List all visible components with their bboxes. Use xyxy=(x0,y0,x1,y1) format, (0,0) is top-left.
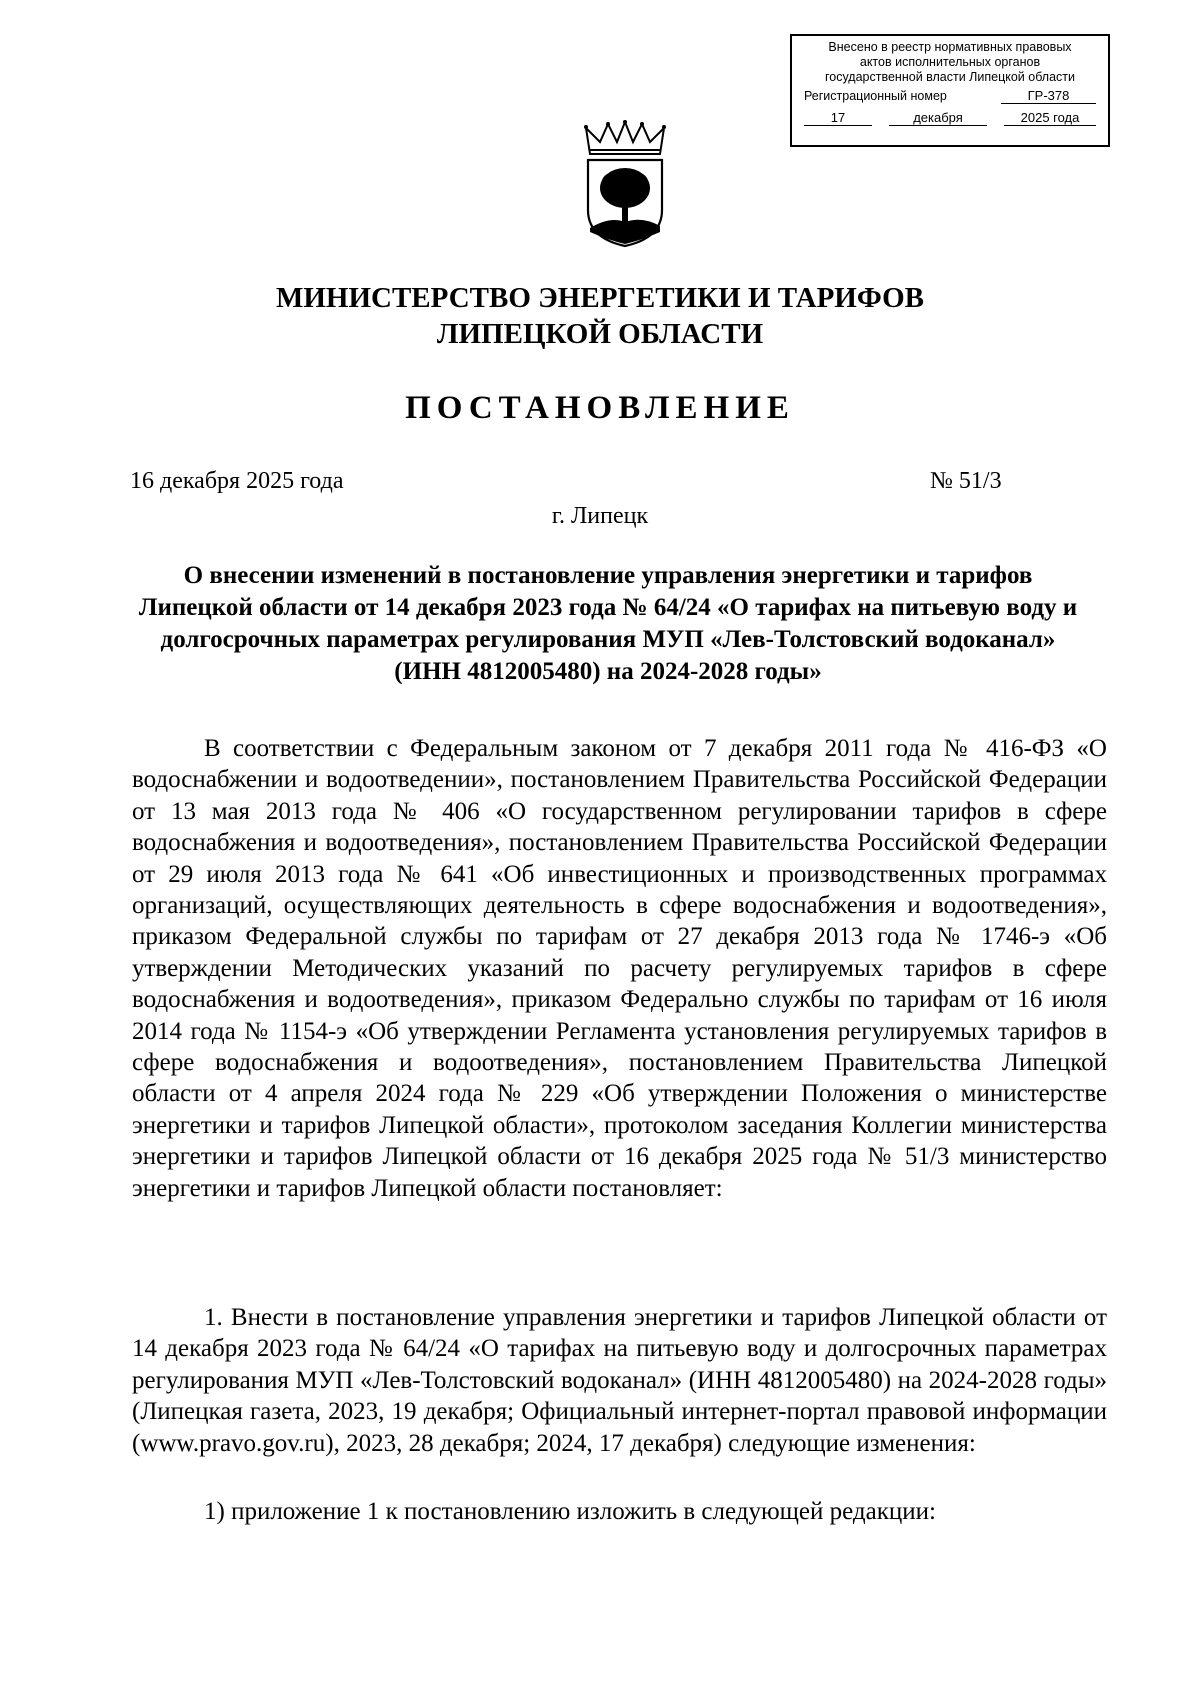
stamp-line-3: государственной власти Липецкой области xyxy=(824,70,1076,84)
stamp-registration-row xyxy=(800,88,1100,104)
document-subject: О внесении изменений в постановление управления энергетики и тарифов Липецкой области от 14 декабря 2023 года № 64/24 «О тарифах на питьевую воду и долгосрочных параметрах регулирования МУП «Лев-Толстовский водоканал» (ИНН 4812005480) на 2024-2028 годы» xyxy=(138,562,1078,685)
document-city: г. Липецк xyxy=(551,503,649,529)
registry-stamp xyxy=(790,34,1110,147)
coat-of-arms-icon xyxy=(580,120,670,248)
document-number: № 51/3 xyxy=(930,468,1002,494)
stamp-registration-number: ГР-378 xyxy=(1001,88,1096,104)
stamp-date-row xyxy=(800,110,1100,126)
stamp-registration-label: Регистрационный номер xyxy=(804,89,947,103)
stamp-line-2: актов исполнительных органов xyxy=(859,55,1041,69)
stamp-day: 17 xyxy=(804,110,872,126)
stamp-line-1: Внесено в реестр нормативных правовых xyxy=(828,40,1072,54)
ministry-name-line-2: ЛИПЕЦКОЙ ОБЛАСТИ xyxy=(436,318,764,350)
item-1-1-paragraph: 1) приложение 1 к постановлению изложить в следующей редакции: xyxy=(204,1498,936,1525)
ministry-name-line-1: МИНИСТЕРСТВО ЭНЕРГЕТИКИ И ТАРИФОВ xyxy=(275,282,925,314)
preamble-paragraph: В соответствии с Федеральным законом от 7 декабря 2011 года № 416-ФЗ «О водоснабжении и водоотведении», постановлением Правительства Российской Федерации от 13 мая 2013 года № 406 «О государственном регулировании тарифов в сфере водоснабжения и водоотведения», постановлением Правительства Российской Федерации от 29 июля 2013 года № 641 «Об инвестиционных и производственных программах организаций, осуществляющих деятельность в сфере водоснабжения и водоотведения», приказом Федеральной службы по тарифам от 27 декабря 2013 года № 1746-э «Об утверждении Методических указаний по расчету регулируемых тарифов в сфере водоснабжения и водоотведения», приказом Федерально службы по тарифам от 16 июля 2014 года № 1154-э «Об утверждении Регламента установления регулируемых тарифов в сфере водоснабжения и водоотведения», постановлением Правительства Липецкой области от 4 апреля 2024 года № 229 «Об утверждении Положения о министерстве энергетики и тарифов Липецкой области», протоколом заседания Коллегии министерства энергетики и тарифов Липецкой области от 16 декабря 2025 года № 51/3 министерство энергетики и тарифов Липецкой области постановляет: xyxy=(132,735,1107,1202)
ministry-name xyxy=(0,280,1200,352)
document-type: ПОСТАНОВЛЕНИЕ xyxy=(405,390,795,426)
item-1-paragraph: 1. Внести в постановление управления энергетики и тарифов Липецкой области от 14 декабря 2023 года № 64/24 «О тарифах на питьевую воду и долгосрочных параметрах регулирования МУП «Лев-Толстовский водоканал» (ИНН 4812005480) на 2024-2028 годы» (Липецкая газета, 2023, 19 декабря; Официальный интернет-портал правовой информации (www.pravo.gov.ru), 2023, 28 декабря; 2024, 17 декабря) следующие изменения: xyxy=(132,1304,1107,1457)
document-date: 16 декабря 2025 года xyxy=(130,468,344,494)
stamp-month: декабря xyxy=(889,110,987,126)
stamp-year: 2025 года xyxy=(1004,110,1096,126)
